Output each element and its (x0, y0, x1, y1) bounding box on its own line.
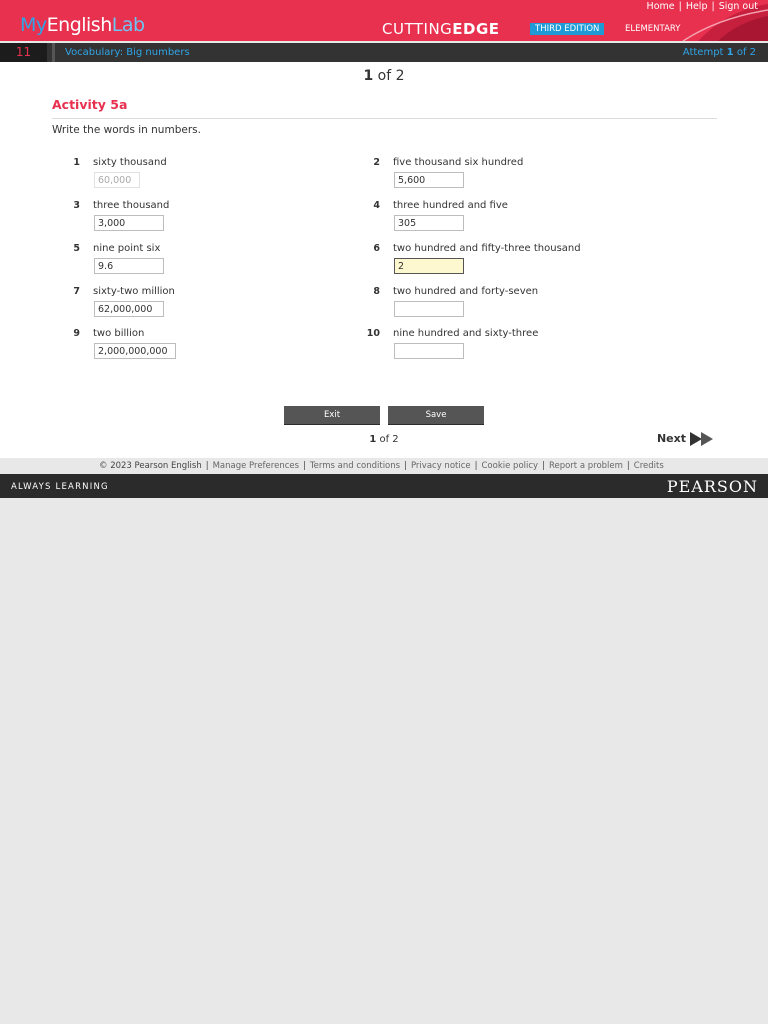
unit-number: 11 (0, 43, 47, 62)
divider (52, 118, 717, 119)
question-item (352, 286, 652, 326)
link-separator: | (542, 461, 545, 471)
question-phrase: sixty thousand (93, 157, 167, 168)
logo-english: English (46, 14, 112, 36)
question-number: 8 (373, 286, 380, 297)
course-title-bold: EDGE (452, 20, 500, 38)
top-links (647, 1, 758, 12)
page-indicator-top (0, 68, 768, 84)
activity-title: Activity 5a (52, 97, 128, 112)
edition-badge: THIRD EDITION (530, 23, 604, 35)
sign-out-link[interactable]: Sign out (718, 1, 758, 12)
answer-field[interactable] (94, 215, 164, 231)
answer-field[interactable] (394, 172, 464, 188)
privacy-link[interactable]: Privacy notice (410, 461, 471, 471)
answer-field[interactable] (394, 301, 464, 317)
terms-link[interactable]: Terms and conditions (309, 461, 401, 471)
question-phrase: two hundred and forty-seven (393, 286, 539, 297)
save-button[interactable]: Save (388, 406, 484, 425)
link-separator: | (626, 461, 630, 471)
question-phrase: two billion (93, 328, 145, 339)
home-link[interactable]: Home (646, 1, 675, 12)
question-item (352, 243, 652, 283)
question-item (52, 328, 352, 368)
link-separator: | (303, 461, 306, 471)
link-separator: | (474, 461, 478, 471)
next-label: Next (656, 432, 686, 445)
page-current: 1 (363, 68, 374, 84)
attempt-counter (683, 47, 756, 58)
cookie-policy-link[interactable]: Cookie policy (481, 461, 539, 471)
question-phrase: sixty-two million (93, 286, 175, 297)
page-current: 1 (369, 434, 377, 445)
top-header (0, 0, 768, 41)
question-number: 4 (373, 200, 380, 211)
question-item (352, 200, 652, 240)
bar-divider (52, 43, 55, 62)
activity-bar (0, 43, 768, 62)
logo-lab: Lab (111, 14, 145, 36)
course-title (382, 20, 500, 38)
question-item (52, 157, 352, 197)
answer-field[interactable] (394, 215, 464, 231)
link-separator: | (404, 461, 407, 471)
manage-preferences-link[interactable]: Manage Preferences (212, 461, 300, 471)
next-button[interactable] (657, 432, 716, 446)
question-number: 7 (73, 286, 80, 297)
answer-field[interactable] (94, 258, 164, 274)
link-separator: | (678, 1, 682, 12)
course-title-light: CUTTING (382, 20, 453, 38)
myenglishlab-logo[interactable] (20, 14, 145, 36)
answer-field[interactable] (394, 343, 464, 359)
brand-bar (0, 474, 768, 498)
attempt-total: of 2 (736, 47, 756, 58)
question-phrase: two hundred and fifty-three thousand (393, 243, 581, 254)
footer-links (0, 458, 768, 474)
answer-field[interactable] (94, 343, 176, 359)
question-phrase: three hundred and five (393, 200, 508, 211)
page-total: of 2 (373, 68, 405, 84)
question-item (352, 157, 652, 197)
link-separator: | (711, 1, 715, 12)
help-link[interactable]: Help (685, 1, 708, 12)
question-number: 6 (373, 243, 380, 254)
instruction-text: Write the words in numbers. (52, 124, 201, 136)
question-number: 2 (373, 157, 380, 168)
tagline: ALWAYS LEARNING (11, 482, 109, 492)
pearson-logo: PEARSON (666, 477, 758, 496)
question-number: 3 (73, 200, 80, 211)
logo-my: My (20, 14, 47, 36)
exit-button[interactable]: Exit (284, 406, 380, 425)
copyright: © 2023 Pearson English (99, 461, 202, 471)
page-total: of 2 (376, 434, 399, 445)
answer-field-active[interactable] (394, 258, 464, 274)
question-phrase: nine hundred and sixty-three (393, 328, 539, 339)
answer-field-example (94, 172, 140, 188)
attempt-current: 1 (726, 47, 734, 58)
question-item (52, 286, 352, 326)
attempt-label: Attempt (682, 47, 724, 58)
question-number: 5 (73, 243, 80, 254)
question-phrase: nine point six (93, 243, 161, 254)
question-item (352, 328, 652, 368)
next-arrow-icon (690, 432, 716, 446)
question-number: 9 (73, 328, 80, 339)
course-level: ELEMENTARY (625, 24, 681, 34)
question-phrase: three thousand (93, 200, 170, 211)
report-problem-link[interactable]: Report a problem (548, 461, 623, 471)
question-item (52, 243, 352, 283)
question-item (52, 200, 352, 240)
question-phrase: five thousand six hundred (393, 157, 524, 168)
question-number: 10 (366, 328, 380, 339)
credits-link[interactable]: Credits (633, 461, 664, 471)
activity-content (0, 62, 768, 458)
answer-field[interactable] (94, 301, 164, 317)
unit-title: Vocabulary: Big numbers (65, 47, 190, 58)
page-indicator-bottom (0, 434, 768, 445)
link-separator: | (205, 461, 209, 471)
question-number: 1 (73, 157, 80, 168)
